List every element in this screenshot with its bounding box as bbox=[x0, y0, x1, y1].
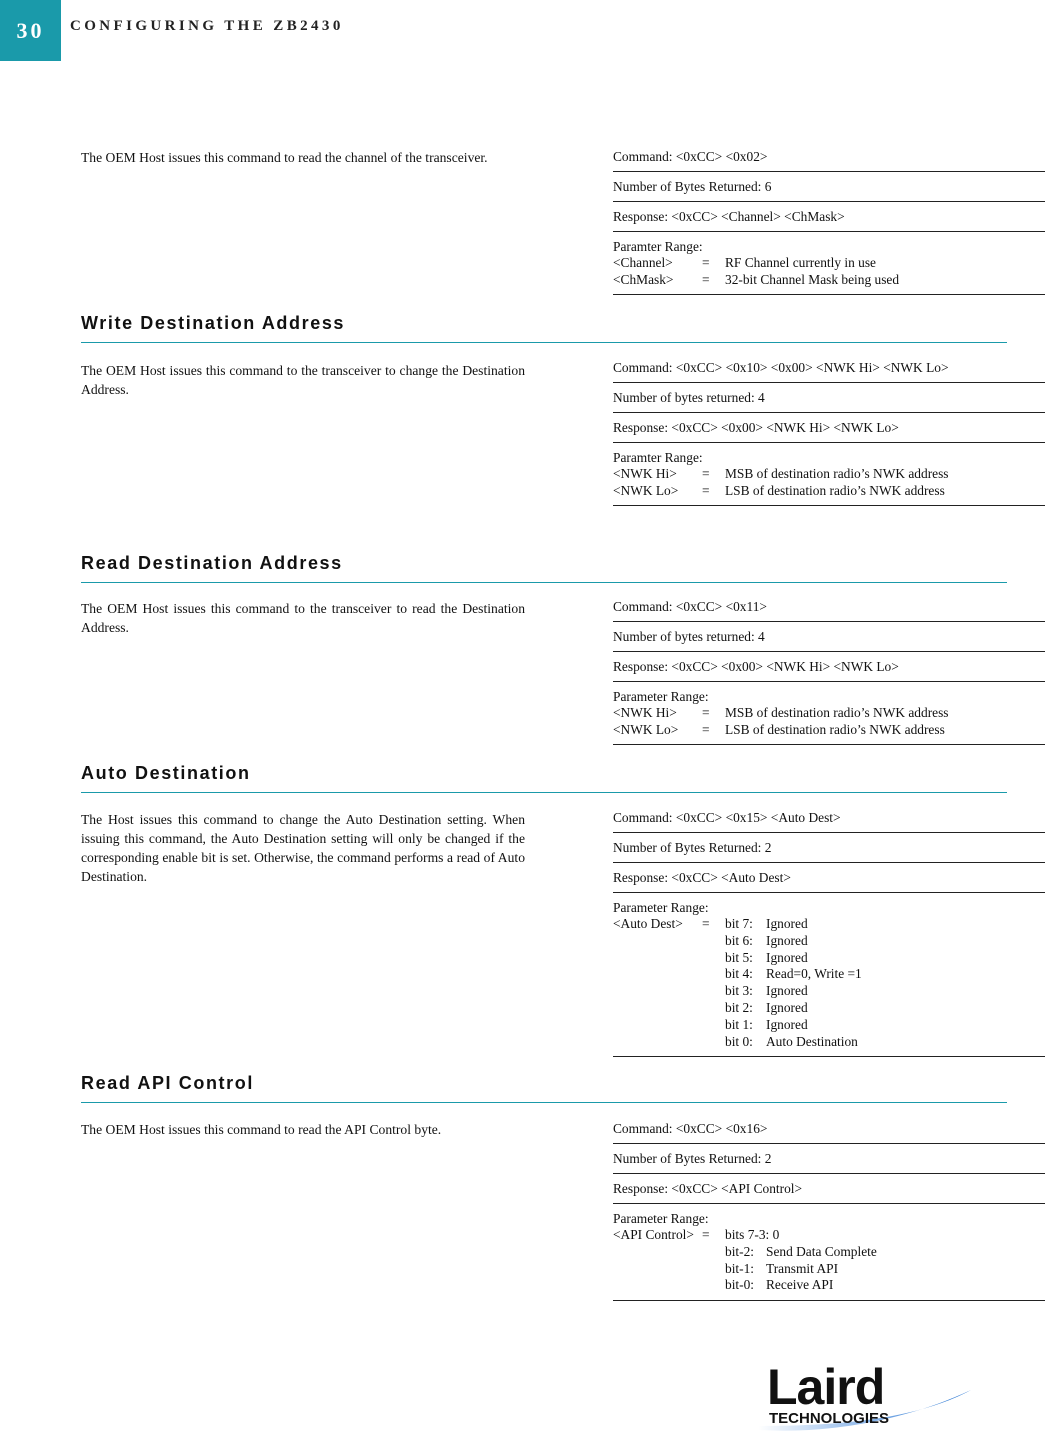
logo-tagline: TECHNOLOGIES bbox=[769, 1410, 890, 1427]
bit-description: Transmit API bbox=[766, 1260, 839, 1276]
bit-description: Ignored bbox=[766, 983, 808, 999]
bit-label: bit-1: bbox=[725, 1260, 755, 1276]
parameter-value: LSB of destination radio’s NWK address bbox=[725, 482, 945, 498]
command-row: Command: <0xCC> <0x02> bbox=[613, 148, 1045, 172]
section-description: The OEM Host issues this command to the transceiver to change the Destination Address. bbox=[81, 363, 525, 397]
command-block bbox=[613, 598, 1045, 745]
parameter-name: <NWK Hi> bbox=[613, 466, 677, 481]
bit-label: bit-0: bbox=[725, 1277, 755, 1293]
section-title: Read Destination Address bbox=[81, 553, 343, 573]
response-row: Response: <0xCC> <0x00> <NWK Hi> <NWK Lo> bbox=[613, 658, 1045, 682]
response-row: Response: <0xCC> <Channel> <ChMask> bbox=[613, 208, 1045, 232]
parameter-line bbox=[613, 705, 1045, 722]
bit-description: Ignored bbox=[766, 999, 808, 1015]
parameter-line bbox=[613, 1227, 1045, 1244]
parameter-range-row bbox=[613, 688, 1045, 745]
section-divider bbox=[81, 342, 1007, 343]
bit-line bbox=[613, 1277, 1045, 1294]
response-row: Response: <0xCC> <0x00> <NWK Hi> <NWK Lo> bbox=[613, 419, 1045, 443]
bit-line bbox=[613, 1034, 1045, 1051]
parameter-line bbox=[613, 272, 1045, 289]
parameter-line bbox=[613, 722, 1045, 739]
parameter-line bbox=[613, 466, 1045, 483]
bit-line bbox=[613, 1017, 1045, 1034]
command-block bbox=[613, 1120, 1045, 1301]
laird-logo-icon bbox=[753, 1360, 973, 1438]
command-block bbox=[613, 359, 1045, 506]
section-divider bbox=[81, 1102, 1007, 1103]
bytes-returned-row: Number of bytes returned: 4 bbox=[613, 628, 1045, 652]
parameter-name: <Auto Dest> bbox=[613, 916, 683, 931]
bit-line bbox=[613, 950, 1045, 967]
bit-label: bit 6: bbox=[725, 932, 753, 948]
bit-description: Receive API bbox=[766, 1277, 834, 1293]
parameter-equals: = bbox=[702, 271, 710, 287]
bit-label: bit 3: bbox=[725, 983, 753, 999]
bit-label: bit 5: bbox=[725, 949, 753, 965]
bit-label: bit 0: bbox=[725, 1033, 753, 1049]
section-title: Read API Control bbox=[81, 1073, 254, 1093]
parameter-line bbox=[613, 483, 1045, 500]
parameter-name: <NWK Lo> bbox=[613, 482, 679, 498]
parameter-equals: = bbox=[702, 1227, 710, 1242]
section-divider bbox=[81, 582, 1007, 583]
parameter-value: MSB of destination radio’s NWK address bbox=[725, 466, 949, 481]
parameter-name: <NWK Lo> bbox=[613, 721, 679, 737]
running-title: CONFIGURING THE ZB2430 bbox=[70, 18, 344, 34]
bytes-returned-row: Number of Bytes Returned: 2 bbox=[613, 1150, 1045, 1174]
parameter-equals: = bbox=[702, 466, 710, 481]
bit-description: Ignored bbox=[766, 949, 808, 965]
parameter-name: <NWK Hi> bbox=[613, 705, 677, 720]
parameter-range-row bbox=[613, 1210, 1045, 1301]
bit-description: Read=0, Write =1 bbox=[766, 966, 862, 982]
command-row: Command: <0xCC> <0x15> <Auto Dest> bbox=[613, 809, 1045, 833]
parameter-line bbox=[613, 916, 1045, 933]
bit-label: bit-2: bbox=[725, 1243, 755, 1259]
logo-wordmark: Laird bbox=[767, 1360, 885, 1415]
section-description: The OEM Host issues this command to read the channel of the transceiver. bbox=[81, 150, 488, 165]
response-row: Response: <0xCC> <Auto Dest> bbox=[613, 869, 1045, 893]
parameter-range-label: Paramter Range: bbox=[613, 239, 703, 254]
parameter-value: LSB of destination radio’s NWK address bbox=[725, 721, 945, 737]
command-block bbox=[613, 148, 1045, 295]
bytes-returned-row: Number of bytes returned: 4 bbox=[613, 389, 1045, 413]
section-title: Auto Destination bbox=[81, 763, 251, 783]
bit-line bbox=[613, 966, 1045, 983]
bytes-returned-row: Number of Bytes Returned: 6 bbox=[613, 178, 1045, 202]
bit-description: Send Data Complete bbox=[766, 1243, 877, 1259]
parameter-value: RF Channel currently in use bbox=[725, 255, 876, 270]
parameter-equals: = bbox=[702, 482, 710, 498]
parameter-name: <ChMask> bbox=[613, 271, 674, 287]
parameter-range-label: Paramter Range: bbox=[613, 450, 703, 465]
command-row: Command: <0xCC> <0x10> <0x00> <NWK Hi> <NWK Lo> bbox=[613, 359, 1045, 383]
bit-description: Auto Destination bbox=[766, 1033, 858, 1049]
parameter-range-label: Parameter Range: bbox=[613, 1211, 709, 1226]
section-description: The OEM Host issues this command to the transceiver to read the Destination Address. bbox=[81, 601, 525, 635]
section-divider bbox=[81, 792, 1007, 793]
parameter-equals: = bbox=[702, 255, 710, 270]
bit-line bbox=[613, 983, 1045, 1000]
bit-line bbox=[613, 1000, 1045, 1017]
parameter-equals: = bbox=[702, 916, 710, 931]
bit-label: bit 2: bbox=[725, 999, 753, 1015]
bit-description: bits 7-3: 0 bbox=[725, 1227, 780, 1242]
parameter-equals: = bbox=[702, 721, 710, 737]
page-number: 30 bbox=[0, 0, 61, 61]
parameter-range-label: Parameter Range: bbox=[613, 900, 709, 915]
command-row: Command: <0xCC> <0x16> bbox=[613, 1120, 1045, 1144]
parameter-range-label: Parameter Range: bbox=[613, 689, 709, 704]
parameter-range-row bbox=[613, 238, 1045, 295]
bit-line bbox=[613, 933, 1045, 950]
bit-line bbox=[613, 1244, 1045, 1261]
bit-label: bit 1: bbox=[725, 1016, 753, 1032]
bit-description: Ignored bbox=[766, 1016, 808, 1032]
parameter-equals: = bbox=[702, 705, 710, 720]
bytes-returned-row: Number of Bytes Returned: 2 bbox=[613, 839, 1045, 863]
bit-description: Ignored bbox=[766, 932, 808, 948]
bit-label: bit 7: bbox=[725, 916, 753, 931]
section-description: The Host issues this command to change the Auto Destination setting. When issuing this command, the Auto Destination setting will only be changed if the corresponding enable bit is set. Otherwise, the command performs a read of Auto Destination. bbox=[81, 812, 525, 884]
parameter-line bbox=[613, 255, 1045, 272]
command-block bbox=[613, 809, 1045, 1057]
response-row: Response: <0xCC> <API Control> bbox=[613, 1180, 1045, 1204]
section-description: The OEM Host issues this command to read the API Control byte. bbox=[81, 1122, 442, 1137]
parameter-name: <API Control> bbox=[613, 1227, 694, 1242]
bit-label: bit 4: bbox=[725, 966, 753, 982]
bit-description: Ignored bbox=[766, 916, 808, 931]
bit-line bbox=[613, 1261, 1045, 1278]
parameter-name: <Channel> bbox=[613, 255, 673, 270]
parameter-value: MSB of destination radio’s NWK address bbox=[725, 705, 949, 720]
command-row: Command: <0xCC> <0x11> bbox=[613, 598, 1045, 622]
section-title: Write Destination Address bbox=[81, 313, 346, 333]
parameter-range-row bbox=[613, 449, 1045, 506]
parameter-value: 32-bit Channel Mask being used bbox=[725, 271, 900, 287]
parameter-range-row bbox=[613, 899, 1045, 1057]
